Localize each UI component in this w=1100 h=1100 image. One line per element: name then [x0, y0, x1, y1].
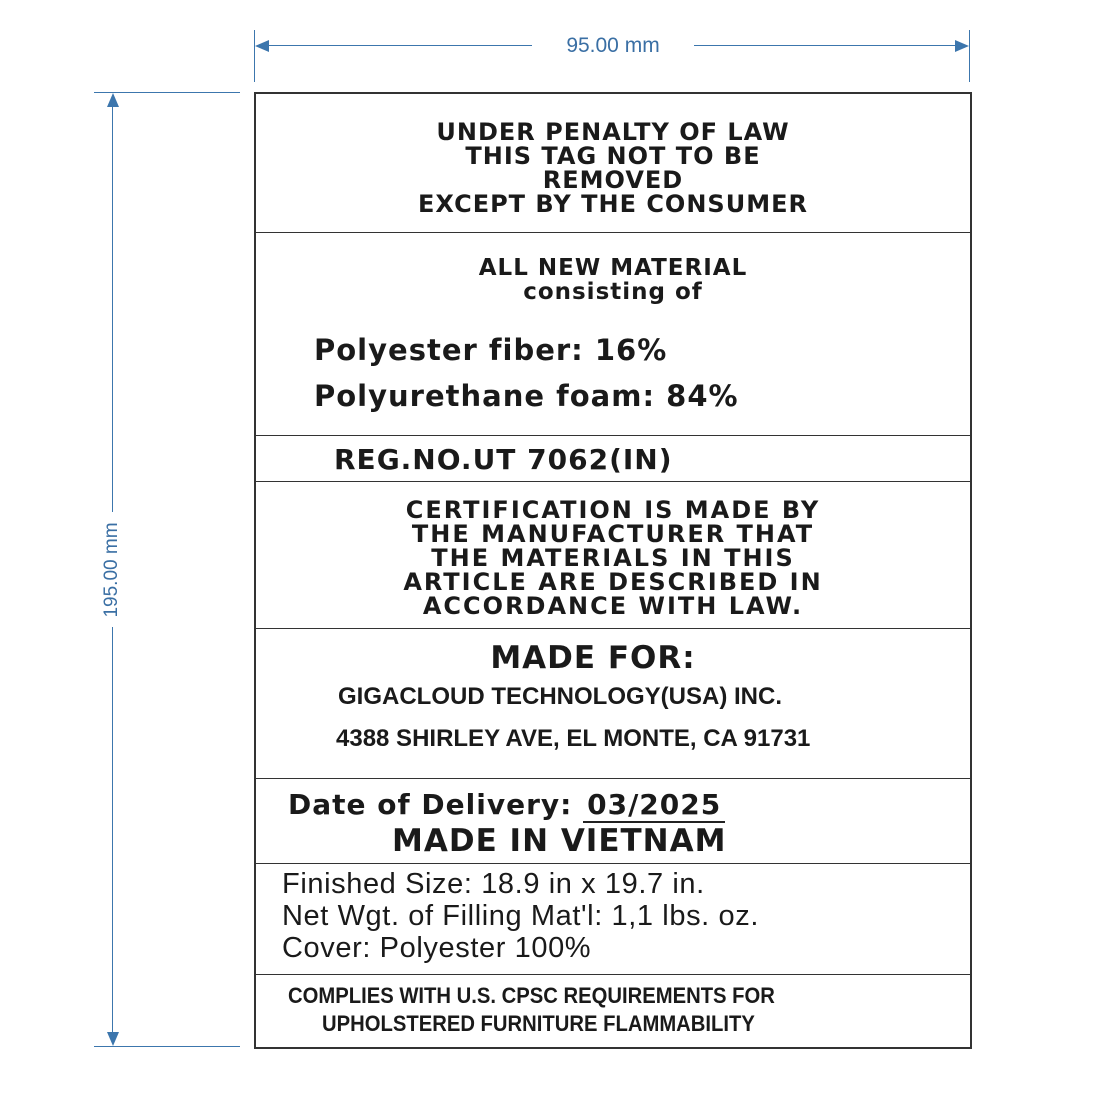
delivery-date-line [288, 788, 725, 821]
arrow-up-icon [107, 93, 119, 107]
width-label: 95.00 mm [566, 34, 660, 57]
country-of-origin: MADE IN VIETNAM [392, 823, 727, 859]
height-dimension [90, 92, 240, 1047]
width-dimension [254, 30, 970, 82]
height-dimension-line-bottom [112, 627, 113, 1034]
company-name: GIGACLOUD TECHNOLOGY(USA) INC. [338, 683, 782, 710]
certification-section [256, 482, 970, 629]
material-section [256, 233, 970, 436]
law-tag [254, 92, 972, 1049]
registration-number: REG.NO.UT 7062(IN) [334, 443, 673, 476]
made-for-heading: MADE FOR: [490, 640, 696, 676]
certification-line-3: THE MATERIALS IN THIS [431, 544, 795, 572]
certification-line-5: ACCORDANCE WITH LAW. [422, 592, 804, 620]
height-label: 195.00 mm [101, 522, 122, 618]
delivery-section [256, 779, 970, 864]
penalty-section [256, 94, 970, 233]
delivery-label: Date of Delivery: [288, 788, 573, 821]
penalty-line-1: UNDER PENALTY OF LAW [436, 118, 790, 146]
width-extension-line-left [254, 30, 255, 82]
filling-weight: Net Wgt. of Filling Mat'l: 1,1 lbs. oz. [282, 900, 759, 932]
delivery-date: 03/2025 [583, 788, 725, 823]
certification-line-1: CERTIFICATION IS MADE BY [405, 496, 821, 524]
penalty-line-4: EXCEPT BY THE CONSUMER [418, 190, 808, 218]
width-dimension-line-right [694, 45, 958, 46]
compliance-line-2: UPHOLSTERED FURNITURE FLAMMABILITY [322, 1011, 755, 1036]
compliance-line-1: COMPLIES WITH U.S. CPSC REQUIREMENTS FOR [288, 983, 775, 1008]
certification-line-2: THE MANUFACTURER THAT [411, 520, 815, 548]
arrow-right-icon [955, 40, 969, 52]
material-item: Polyurethane foam: 84% [314, 379, 739, 413]
arrow-left-icon [255, 40, 269, 52]
registration-section [256, 436, 970, 482]
penalty-line-3: REMOVED [542, 166, 684, 194]
width-extension-line-right [969, 30, 970, 82]
height-dimension-line-top [112, 104, 113, 512]
height-extension-line-bottom [94, 1046, 240, 1047]
arrow-down-icon [107, 1032, 119, 1046]
finished-size: Finished Size: 18.9 in x 19.7 in. [282, 868, 705, 900]
certification-line-4: ARTICLE ARE DESCRIBED IN [403, 568, 823, 596]
material-heading: ALL NEW MATERIAL [478, 255, 748, 281]
compliance-section [256, 975, 970, 1047]
made-for-section [256, 629, 970, 779]
cover-material: Cover: Polyester 100% [282, 932, 592, 964]
material-subheading: consisting of [523, 279, 703, 305]
material-item: Polyester fiber: 16% [314, 333, 668, 367]
width-dimension-line-left [266, 45, 532, 46]
company-address: 4388 SHIRLEY AVE, EL MONTE, CA 91731 [336, 725, 811, 752]
penalty-line-2: THIS TAG NOT TO BE [465, 142, 761, 170]
specs-section [256, 864, 970, 975]
